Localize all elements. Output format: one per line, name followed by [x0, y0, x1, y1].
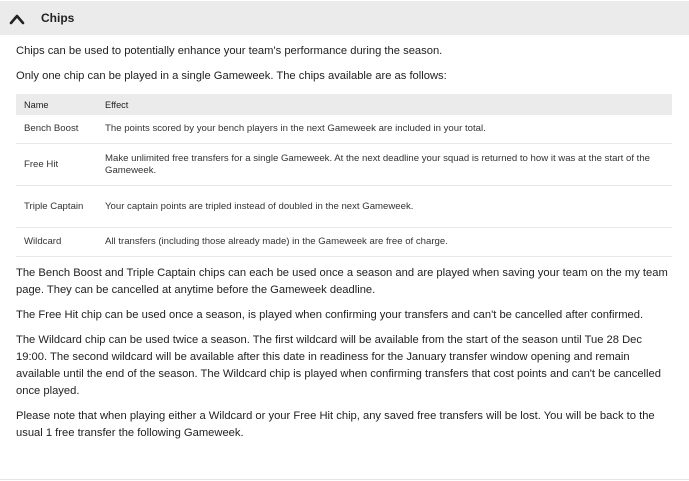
chip-name: Wildcard [16, 228, 97, 257]
saved-transfers-note: Please note that when playing either a Wildcard or your Free Hit chip, any saved free transfers will be lost. You will be back to the usual 1 free transfer the following Gameweek. [16, 410, 655, 439]
chip-name: Bench Boost [16, 115, 97, 144]
chip-name: Free Hit [16, 144, 97, 186]
chip-name: Triple Captain [16, 186, 97, 228]
free-hit-info: The Free Hit chip can be used once a season, is played when confirming your transfers and can't be cancelled after confirmed. [16, 309, 644, 321]
chips-accordion-header[interactable] [0, 1, 689, 35]
bench-boost-triple-captain-info: The Bench Boost and Triple Captain chips can each be used once a season and are played when saving your team on the my team page. They can be cancelled at anytime before the Gameweek deadline. [16, 267, 668, 296]
section-title: Chips [41, 11, 75, 25]
table-row [16, 144, 672, 186]
table-row [16, 115, 672, 144]
chip-effect: Make unlimited free transfers for a single Gameweek. At the next deadline your squad is returned to how it was at the start of the Gameweek. [97, 144, 672, 186]
wildcard-info: The Wildcard chip can be used twice a season. The first wildcard will be available from the start of the season until Tue 28 Dec 19:00. The second wildcard will be available after this date in readiness for the January transfer window opening and remain available until the end of the season. The Wildcard chip is played when confirming transfers that cost points and can't be cancelled once played. [16, 334, 661, 397]
intro-text: Chips can be used to potentially enhance your team's performance during the season. [16, 45, 443, 57]
chip-effect: The points scored by your bench players in the next Gameweek are included in your total. [97, 115, 672, 144]
table-row [16, 228, 672, 257]
table-row [16, 186, 672, 228]
chip-effect: Your captain points are tripled instead of doubled in the next Gameweek. [97, 186, 672, 228]
column-header-effect: Effect [105, 99, 129, 110]
chips-table [16, 94, 672, 257]
chevron-up-icon[interactable] [9, 12, 25, 24]
column-header-name: Name [24, 99, 49, 110]
chip-effect: All transfers (including those already made) in the Gameweek are free of charge. [97, 228, 672, 257]
table-header-row [16, 94, 672, 115]
section-body [16, 36, 672, 442]
section-divider [0, 479, 689, 480]
intro-text: Only one chip can be played in a single Gameweek. The chips available are as follows: [16, 70, 447, 82]
